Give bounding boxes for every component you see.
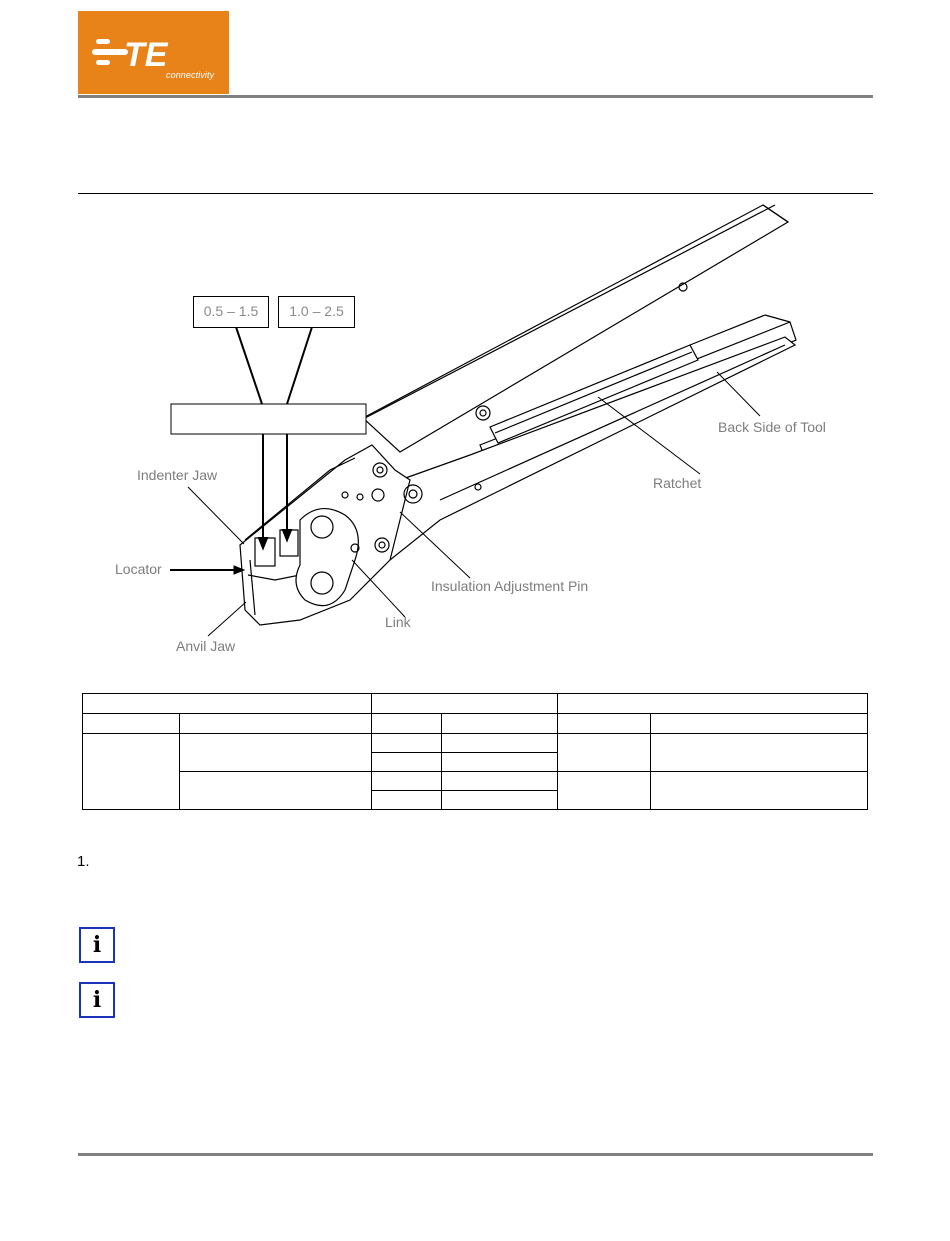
label-link: Link [385,614,411,630]
table-row [83,772,868,791]
table-cell [651,772,868,810]
info-icon [79,982,115,1018]
logo-tagline: connectivity [166,70,215,80]
table-header-row [83,694,868,714]
label-ratchet: Ratchet [653,475,702,491]
table-cell [558,694,868,714]
table-cell [558,714,651,734]
table-cell [372,714,442,734]
table-cell [442,734,558,753]
info-icon-glyph: i [92,987,102,1013]
label-anvil-jaw: Anvil Jaw [176,638,236,654]
info-icon [79,927,115,963]
table-cell [372,694,558,714]
table-cell [180,734,372,772]
label-insulation-adjustment-pin: Insulation Adjustment Pin [431,578,589,594]
table-cell [83,694,372,714]
table-cell [372,772,442,791]
callout-wire-range-2: 1.0 – 2.5 [278,296,355,328]
step-number: 1. [77,853,90,870]
te-logo-letters: TE [124,36,168,74]
table-cell [83,734,180,810]
table-cell [372,791,442,810]
label-locator: Locator [115,561,162,577]
table-cell [558,772,651,810]
table-cell [372,753,442,772]
table-cell [442,772,558,791]
info-icon-glyph: i [92,932,102,958]
table-cell [180,714,372,734]
table-cell [180,772,372,810]
wire-size-bar [171,404,366,434]
table-cell [442,714,558,734]
table-cell [83,714,180,734]
callout-wire-range-1: 0.5 – 1.5 [193,296,269,328]
table-cell [558,734,651,772]
table-cell [651,734,868,772]
table-cell [442,753,558,772]
table-cell [372,734,442,753]
table-subheader-row [83,714,868,734]
table-row [83,734,868,753]
spec-table [82,693,868,810]
label-indenter-jaw: Indenter Jaw [137,467,218,483]
label-back-side-of-tool: Back Side of Tool [718,419,826,435]
table-cell [651,714,868,734]
footer-rule [78,1153,873,1156]
table-cell [442,791,558,810]
